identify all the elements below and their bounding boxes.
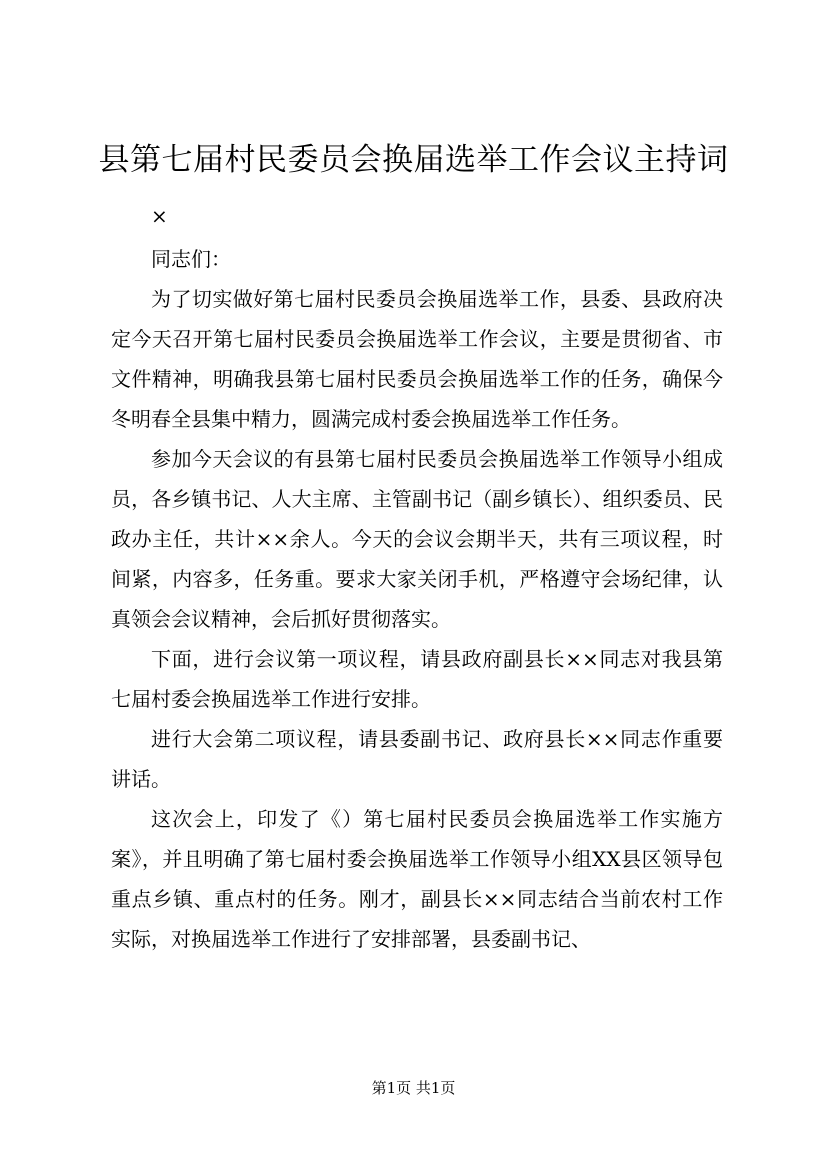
greeting: 同志们： xyxy=(151,247,231,271)
author-line: × xyxy=(151,204,168,228)
paragraph-2: 参加今天会议的有县第七届村民委员会换届选举工作领导小组成员，各乡镇书记、人大主席、主管副书记（副乡镇长）、组织委员、民政办主任，共计××余人。今天的会议会期半天，共有三项议程，时间紧，内容多，任务重。要求大家关闭手机，严格遵守会场纪律，认真领会会议精神，会后抓好贯彻落实。 xyxy=(111,447,723,631)
paragraph-3: 下面，进行会议第一项议程，请县政府副县长××同志对我县第七届村委会换届选举工作进行安排。 xyxy=(111,647,723,711)
page-footer: 第1页 共1页 xyxy=(371,1079,456,1097)
document-title: 县第七届村民委员会换届选举工作会议主持词 xyxy=(98,142,729,178)
paragraph-1: 为了切实做好第七届村民委员会换届选举工作，县委、县政府决定今天召开第七届村民委员会换届选举工作会议，主要是贯彻省、市文件精神，明确我县第七届村民委员会换届选举工作的任务，确保今冬明春全县集中精力，圆满完成村委会换届选举工作任务。 xyxy=(111,287,723,431)
paragraph-5: 这次会上，印发了《）第七届村民委员会换届选举工作实施方案》，并且明确了第七届村委会换届选举工作领导小组XX县区领导包重点乡镇、重点村的任务。刚才，副县长××同志结合当前农村工作实际，对换届选举工作进行了安排部署，县委副书记、 xyxy=(111,807,723,951)
document-body xyxy=(111,199,723,959)
paragraph-4: 进行大会第二项议程，请县委副书记、政府县长××同志作重要讲话。 xyxy=(111,727,723,791)
